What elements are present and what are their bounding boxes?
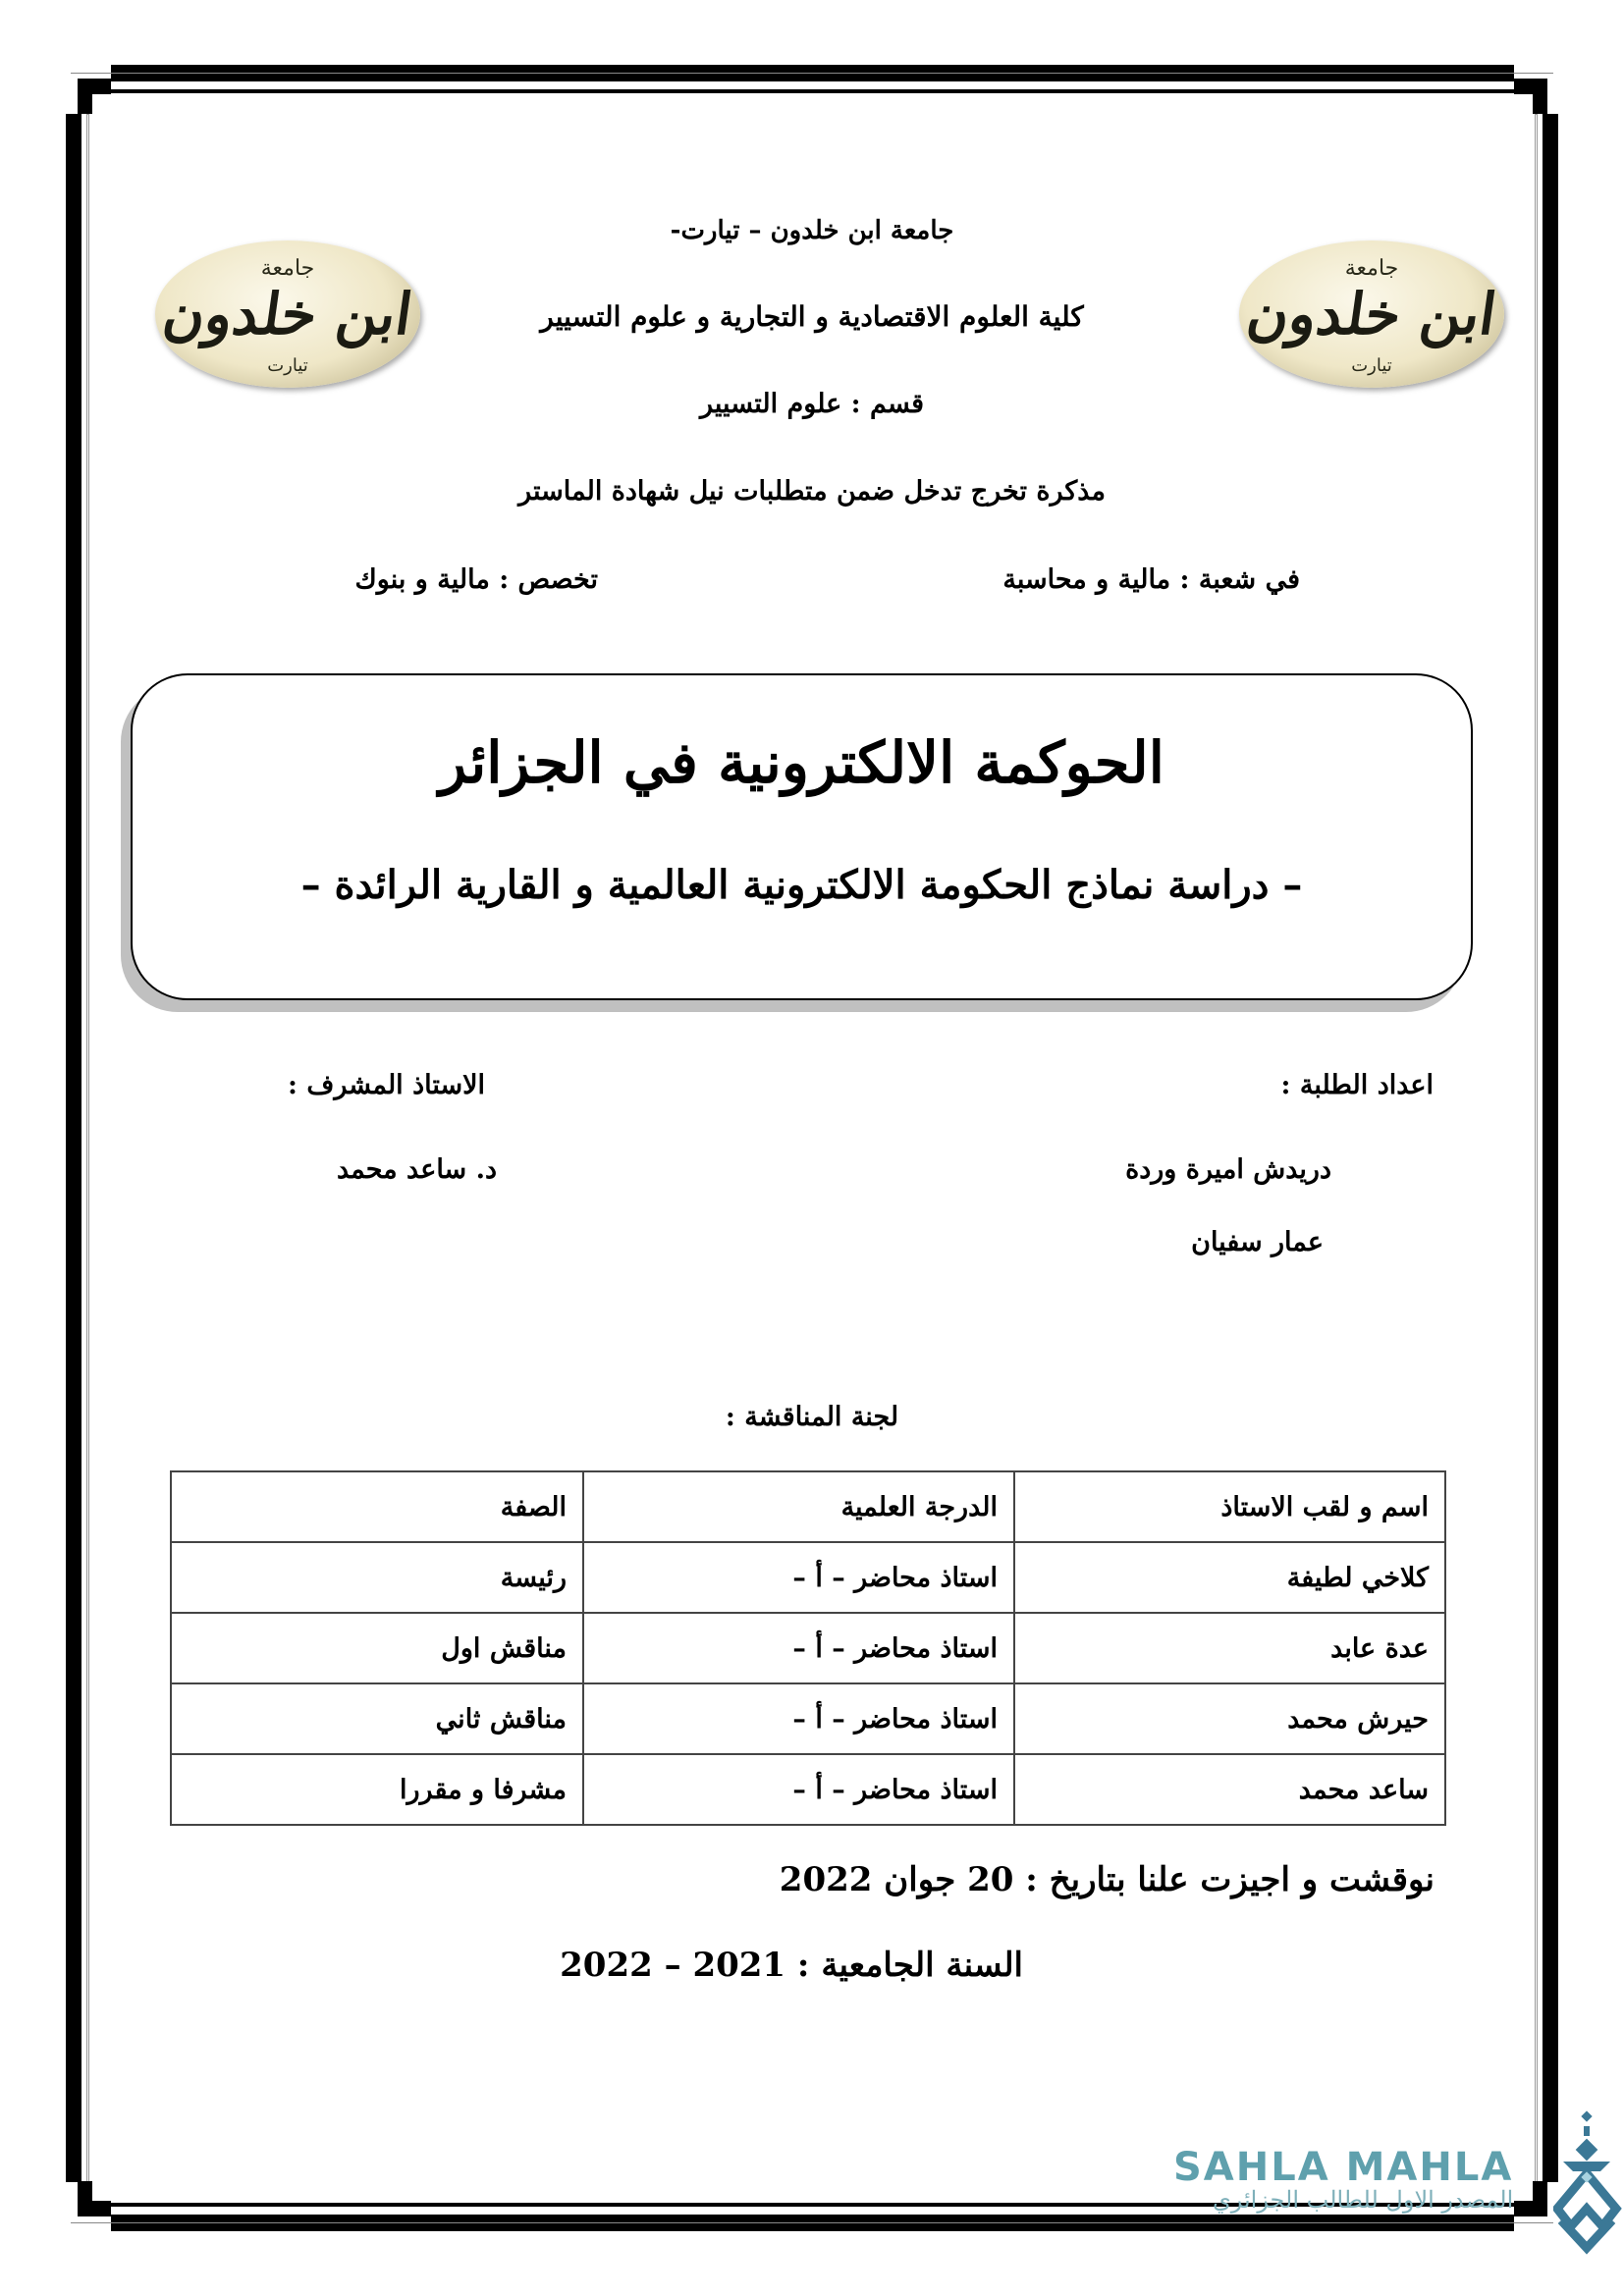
header-role: الصفة <box>171 1471 583 1542</box>
student-name-2: عمار سفيان <box>1191 1227 1324 1257</box>
frame-left-bar <box>66 114 81 2182</box>
university-name: جامعة ابن خلدون – تيارت- <box>670 216 954 245</box>
thesis-subtitle: – دراسة نماذج الحكومة الالكترونية العالمية و القارية الرائدة – <box>300 862 1303 908</box>
logo-top-text: جامعة <box>260 256 315 281</box>
header-rank: الدرجة العلمية <box>583 1471 1014 1542</box>
table-header-row <box>171 1471 1445 1542</box>
frame-corner-bl-v <box>78 2181 92 2216</box>
jury-name: ساعد محمد <box>1014 1754 1445 1825</box>
logo-calligraphy: ابن خلدون <box>1242 281 1501 347</box>
logo-bottom-text: تيارت <box>267 355 308 376</box>
student-name-1: دريدش اميرة وردة <box>1125 1154 1331 1185</box>
logo-calligraphy: ابن خلدون <box>158 281 417 347</box>
jury-role: مناقش ثاني <box>171 1683 583 1754</box>
defense-date: نوقشت و اجيزت علنا بتاريخ : 20 جوان 2022 <box>779 1860 1435 1899</box>
supervisor-label: الاستاذ المشرف : <box>288 1070 485 1100</box>
jury-role: مشرفا و مقررا <box>171 1754 583 1825</box>
watermark <box>1173 2145 1513 2214</box>
jury-rank: استاذ محاضر – أ – <box>583 1683 1014 1754</box>
supervisor-name: د. ساعد محمد <box>336 1154 497 1185</box>
stream-label: في شعبة : مالية و محاسبة <box>1002 564 1300 595</box>
jury-name: كلاخي لطيفة <box>1014 1542 1445 1613</box>
jury-table <box>170 1470 1446 1826</box>
frame-corner-br-v <box>1533 2181 1547 2216</box>
watermark-brand: SAHLA MAHLA <box>1173 2145 1514 2190</box>
logo-top-text: جامعة <box>1344 256 1399 281</box>
faculty-name: كلية العلوم الاقتصادية و التجارية و علوم التسيير <box>540 300 1084 333</box>
sahla-mahla-logo-icon <box>1553 2110 1622 2258</box>
frame-right-thin <box>1535 114 1538 2182</box>
jury-rank: استاذ محاضر – أ – <box>583 1613 1014 1683</box>
jury-label: لجنة المناقشة : <box>725 1402 899 1432</box>
frame-top-thin <box>111 89 1514 93</box>
specialty-label: تخصص : مالية و بنوك <box>354 564 598 595</box>
frame-corner-tl-v <box>78 79 92 114</box>
logo-bottom-text: تيارت <box>1351 355 1392 376</box>
frame-outer-thin-bottom <box>71 2222 1553 2223</box>
memo-type: مذكرة تخرج تدخل ضمن متطلبات نيل شهادة الماستر <box>518 476 1106 507</box>
department-name: قسم : علوم التسيير <box>700 389 924 419</box>
jury-rank: استاذ محاضر – أ – <box>583 1542 1014 1613</box>
table-row <box>171 1683 1445 1754</box>
academic-year: السنة الجامعية : 2021 – 2022 <box>560 1946 1023 1985</box>
jury-rank: استاذ محاضر – أ – <box>583 1754 1014 1825</box>
table-row <box>171 1613 1445 1683</box>
table-row <box>171 1754 1445 1825</box>
students-label: اعداد الطلبة : <box>1280 1070 1434 1100</box>
jury-role: مناقش اول <box>171 1613 583 1683</box>
thesis-title: الحوكمة الالكترونية في الجزائر <box>439 729 1164 796</box>
header-name: اسم و لقب الاستاذ <box>1014 1471 1445 1542</box>
frame-right-bar <box>1543 114 1558 2182</box>
jury-role: رئيسة <box>171 1542 583 1613</box>
frame-left-thin <box>86 114 89 2182</box>
watermark-tagline: المصدر الاول للطالب الجزائري <box>1212 2186 1514 2214</box>
frame-corner-tr-v <box>1533 79 1547 114</box>
table-row <box>171 1542 1445 1613</box>
title-box <box>131 673 1473 1000</box>
frame-outer-thin-top <box>71 73 1553 74</box>
jury-name: عدة عابد <box>1014 1613 1445 1683</box>
jury-name: حيرش محمد <box>1014 1683 1445 1754</box>
